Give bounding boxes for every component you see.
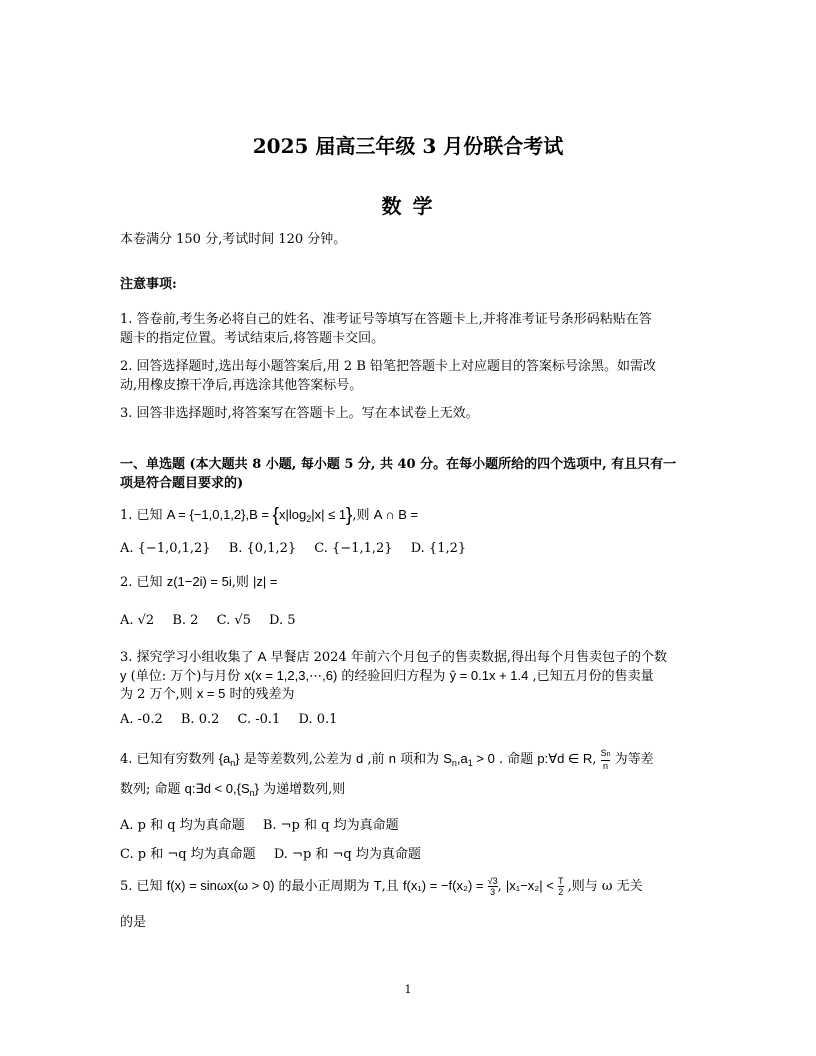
q4-options-row1 [120,817,700,835]
q5-text: 的最小正周期为 [278,879,370,894]
q1-option-a: A. {−1,0,1,2} [120,541,211,556]
notice-heading: 注意事项: [120,277,177,292]
notice-line: 题卡的指定位置。考试结束后,将答题卡交回。 [120,331,385,346]
q5-text: ,且 [381,879,399,894]
page-number: 1 [404,983,412,996]
exam-title: 2025 届高三年级 3 月份联合考试 [252,134,564,158]
q1-prefix: 1. 已知 [120,508,163,523]
q2-abs: |z| = [253,574,278,589]
question-5-line2: 的是 [120,915,147,930]
q3-text: 早餐店 2024 年前六个月包子的售卖数据,得出每个月售卖包子的个数 [270,650,667,665]
q1-brace-open: { [272,505,279,526]
q4-cond-sub: 1 [467,758,473,768]
q5-func: f(x) = sinωx(ω > 0) [166,878,275,893]
q5-prefix: 5. 已知 [120,879,163,894]
q1-brace-close: } [346,505,353,526]
section-heading-cont: 项是符合题目要求的) [120,476,244,491]
q4-text: 为递增数列,则 [263,782,346,797]
q3-option-c: C. -0.1 [237,712,281,727]
q4-frac-num: S [600,748,607,758]
q2-option-c: C. √5 [216,613,251,628]
q1-set-b: x|log [278,507,307,522]
q5-expr-abs: |x₁−x₂| < [505,878,554,893]
q1-set-b-cond: |x| ≤ 1 [311,507,347,522]
notice-line: 2. 回答选择题时,选出每小题答案后,用 2 B 铅笔把答题卡上对应题目的答案标号涂黑。如需改 [120,359,657,374]
q5-expr: f(x₁) = −f(x₂) = [402,878,484,893]
question-4-line2 [120,780,700,802]
notice-line: 1. 答卷前,考生务必将自己的姓名、准考证号等填写在答题卡上,并将准考证号条形码粘贴在答 [120,312,652,327]
question-3-line1 [120,648,700,667]
q2-option-d: D. 5 [269,613,296,628]
question-2 [120,573,700,592]
q4-text: 项和为 [400,752,440,767]
q4-prop-q: q:∃d < 0,{S [184,781,250,796]
q3-text: (单位: 万个)与月份 [130,669,241,684]
q3-option-b: B. 0.2 [180,712,220,727]
q4-n: n [388,751,396,766]
question-3-line3 [120,685,700,704]
q3-text: 3. 探究学习小组收集了 [120,650,254,665]
q4-cond-rest: > 0 [472,751,495,766]
q4-sn: S [443,751,452,766]
q4-options-row2 [120,846,700,864]
q4-text: 为等差 [614,752,654,767]
question-1 [120,506,700,528]
q5-period: T [373,878,382,893]
q5-comma: , [497,879,502,894]
q1-option-c: C. {−1,1,2} [314,541,393,556]
q4-prop-p: p:∀d ∈ R [537,751,593,766]
q3-text: 的经验回归方程为 [341,669,446,684]
q1-options [120,540,700,558]
q5-fraction-2 [558,876,564,897]
q4-prop-q-sub: n [249,788,255,798]
q2-options [120,612,700,630]
q4-seq-sub: n [230,758,236,768]
notice-line: 3. 回答非选择题时,将答案写在答题卡上。写在本试卷上无效。 [120,406,479,421]
q4-text: ,前 [367,752,385,767]
question-3-line2 [120,667,700,686]
intro-text: 本卷满分 150 分,考试时间 120 分钟。 [120,232,347,247]
subject-title: 数 学 [381,194,435,218]
q5-frac2-den: 2 [558,887,564,897]
q3-shop: A [257,649,267,664]
q2-mid: ,则 [231,575,249,590]
q5-frac1-num: √3 [487,876,498,886]
q1-log-base: 2 [306,514,312,524]
notice-line: 动,用橡皮擦干净后,再选涂其他答案标号。 [120,378,363,393]
q3-regression: ŷ = 0.1x + 1.4 [449,668,529,683]
q3-option-a: A. -0.2 [120,712,163,727]
q3-text: 为 2 万个,则 [120,687,193,702]
q2-expr: z(1−2i) = 5i [166,574,232,589]
q2-option-b: B. 2 [172,613,199,628]
q4-fraction [601,748,611,771]
q3-x5: x = 5 [196,686,226,701]
q5-fraction-1 [488,876,498,897]
q4-sn-sub: n [451,758,457,768]
q1-option-b: B. {0,1,2} [228,541,297,556]
q3-option-d: D. 0.1 [298,712,338,727]
q1-option-d: D. {1,2} [410,541,467,556]
q3-text: ,已知五月份的售卖量 [532,669,654,684]
q4-option-a: A. p 和 q 均为真命题 [120,818,245,833]
q3-text: 时的残差为 [229,687,295,702]
q3-var-y: y [120,668,127,683]
question-5-line1 [120,876,700,897]
question-4-line1 [120,748,700,772]
q4-text: . 命题 [498,752,534,767]
q1-mid: ,则 [352,508,370,523]
q1-expr: A ∩ B = [373,507,419,522]
q4-text: 数列; 命题 [120,782,181,797]
q4-option-c: C. p 和 ¬q 均为真命题 [120,847,256,862]
q2-option-a: A. √2 [120,613,155,628]
q5-frac2-num: T [558,876,564,886]
section-heading: 一、单选题 (本大题共 8 小题, 每小题 5 分, 共 40 分。在每小题所给的四个选项中, 有且只有一 [120,457,677,472]
q3-options [120,711,700,729]
q4-text: 是等差数列,公差为 [243,752,352,767]
q4-option-b: B. ¬p 和 q 均为真命题 [262,818,399,833]
q4-frac-num-sub: n [606,751,611,758]
q5-frac1-den: 3 [490,887,496,897]
q2-prefix: 2. 已知 [120,575,163,590]
q5-text: ,则与 ω 无关 [567,879,643,894]
q4-d: d [356,751,364,766]
q4-seq: {a [218,751,231,766]
q4-cond: ,a [456,751,468,766]
q1-set-a: A = {−1,0,1,2},B = [166,507,273,522]
q4-text: , [592,752,597,767]
q4-option-d: D. ¬p 和 ¬q 均为真命题 [273,847,421,862]
q4-seq-close: } [235,751,240,766]
q4-text: 4. 已知有穷数列 [120,752,215,767]
q4-frac-den: n [603,761,609,771]
q4-prop-q-close: } [254,781,259,796]
q3-var-x: x(x = 1,2,3,⋯,6) [244,668,338,683]
